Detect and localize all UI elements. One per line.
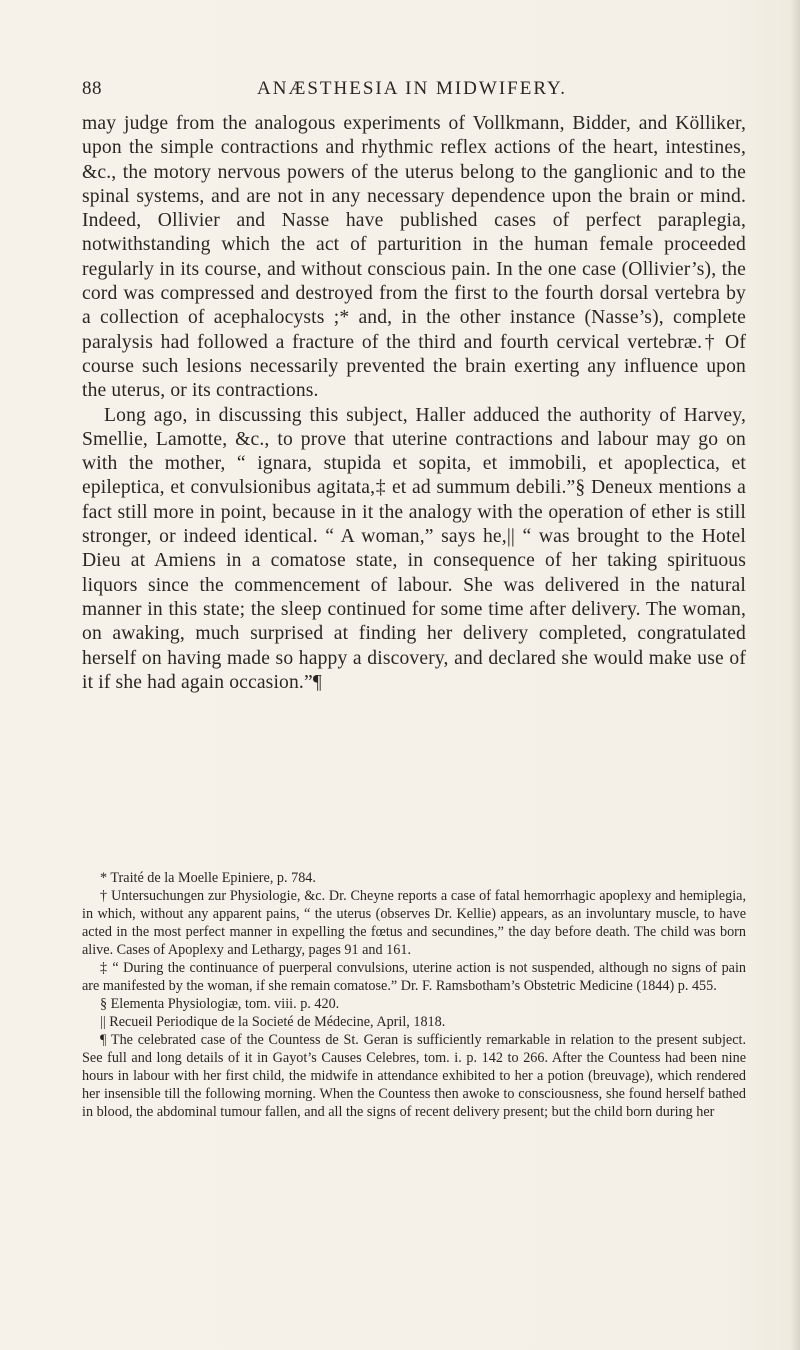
footnote: * Traité de la Moelle Epiniere, p. 784. <box>100 870 316 886</box>
running-head: ANÆSTHESIA IN MIDWIFERY. <box>257 78 567 99</box>
footnote: § Elementa Physiologiæ, tom. viii. p. 420. <box>100 996 340 1012</box>
page-edge-shadow <box>790 0 800 1350</box>
paragraph: may judge from the analogous experiments of Vollkmann, Bidder, and Kölliker, upon the simple contractions and rhythmic reflex actions of the heart, intestines, &c., the motory nervous powers of the uterus belong to the ganglionic and to the spinal systems, and are not in any necessary dependence upon the brain or mind. Indeed, Ollivier and Nasse have published cases of perfect paraplegia, notwithstanding which the act of parturition in the human female proceeded regularly in its course, and without conscious pain. In the one case (Ollivier’s), the cord was compressed and destroyed from the first to the fourth dorsal vertebra by a collection of acephalocysts ;* and, in the other instance (Nasse’s), complete paralysis had followed a fracture of the third and fourth cervical vertebræ.† Of course such lesions necessarily prevented the brain exerting any influence upon the uterus, or its contractions. <box>82 113 746 402</box>
footnotes <box>82 869 746 1121</box>
footnote: ‡ “ During the continuance of puerperal convulsions, uterine action is not suspended, although no signs of pain are manifested by the woman, if she remain comatose.” Dr. F. Ramsbotham’s Obstetric Medicine (1844) p. 455. <box>82 960 746 994</box>
page-number: 88 <box>82 78 102 99</box>
page-header <box>82 78 742 108</box>
body-text <box>82 112 746 695</box>
paragraph: Long ago, in discussing this subject, Haller adduced the authority of Harvey, Smellie, Lamotte, &c., to prove that uterine contractions and labour may go on with the mother, “ ignara, stupida et sopita, et immobili, et apoplectica, et epileptica, et convulsionibus agitata,‡ et ad summum debili.”§ Deneux mentions a fact still more in point, because in it the analogy with the operation of ether is still stronger, or indeed identical. “ A woman,” says he,|| “ was brought to the Hotel Dieu at Amiens in a comatose state, in consequence of her taking spirituous liquors since the commencement of labour. She was delivered in the natural manner in this state; the sleep continued for some time after delivery. The woman, on awaking, much surprised at finding her delivery completed, congratulated herself on having made so happy a discovery, and declared she would make use of it if she had again occasion.”¶ <box>82 404 746 693</box>
footnote: ¶ The celebrated case of the Countess de St. Geran is sufficiently remarkable in relation to the present subject. See full and long details of it in Gayot’s Causes Celebres, tom. i. p. 142 to 266. After the Countess had been nine hours in labour with her first child, the midwife in attendance exhibited to her a potion (breuvage), which rendered her insensible till the following morning. When the Countess then awoke to consciousness, she found herself bathed in blood, the abdominal tumour fallen, and all the signs of recent delivery present; but the child born during her <box>82 1032 746 1120</box>
footnote: † Untersuchungen zur Physiologie, &c. Dr. Cheyne reports a case of fatal hemorrhagic apoplexy and hemiplegia, in which, without any apparent pains, “ the uterus (observes Dr. Kellie) appears, as an involuntary muscle, to have acted in the most perfect manner in expelling the fœtus and secundines,” the day before death. The child was born alive. Cases of Apoplexy and Lethargy, pages 91 and 161. <box>82 888 746 958</box>
footnote: || Recueil Periodique de la Societé de Médecine, April, 1818. <box>100 1014 446 1030</box>
